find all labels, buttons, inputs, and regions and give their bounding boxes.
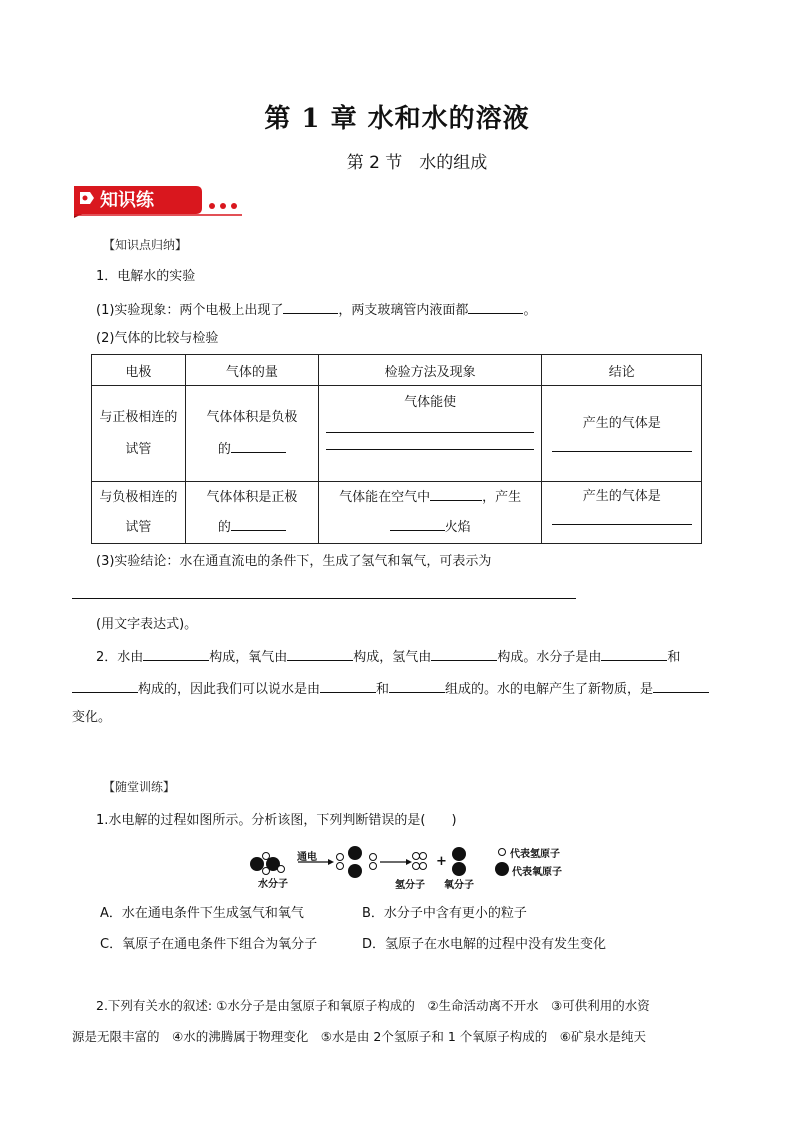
amount-line [186,513,318,543]
blank [389,678,445,693]
blank [72,678,138,693]
item2-text: 和 [376,682,390,697]
blank [468,299,523,314]
blank [431,646,497,661]
test-text-a: 气体能在空气中 [339,489,431,505]
table-cell [542,482,702,544]
conclusion-note: (用文字表达式)。 [96,617,198,632]
chapter-title: 第 1 章 水和水的溶液 [264,104,530,134]
conclusion-text: 产生的气体是 [582,489,661,504]
blank [231,438,286,453]
electrode-negative: 与负极相连的试管 [99,489,178,535]
table-row [92,386,702,482]
blank [326,432,534,433]
phenomenon-text-c: 。 [523,303,537,318]
item2-text: 构成，氢气由 [353,650,432,665]
option-b: B．水分子中含有更小的粒子 [362,906,527,921]
phenomenon-text-b: ，两支玻璃管内液面都 [338,303,469,318]
table-cell [318,482,542,544]
table-cell [185,482,318,544]
option-d: D．氢原子在水电解的过程中没有发生变化 [362,937,607,952]
test-text-b: ，产生 [482,489,522,505]
question-1: 1.水电解的过程如图所示。分析该图，下列判断错误的是( ) [96,813,457,828]
electrolysis-diagram [240,842,580,892]
item2-line3: 变化。 [72,710,112,725]
option-a: A．水在通电条件下生成氢气和氧气 [100,906,304,921]
option-c: C．氧原子在通电条件下组合为氧分子 [100,937,318,952]
amount-text: 气体体积是负极 [206,409,298,425]
electrode-positive: 与正极相连的试管 [99,409,178,457]
experiment-conclusion: (3)实验结论：水在通直流电的条件下，生成了氢气和氧气，可表示为 [96,554,492,569]
gas-comparison-table [91,354,702,544]
test-text-c: 火焰 [444,519,471,535]
blank [430,486,482,501]
blank [287,646,353,661]
item1-title: 1．电解水的实验 [96,269,196,284]
item2-line1 [96,646,680,667]
item2-text: 和 [667,650,681,665]
diagram-legend-oxygen: 代表氧原子 [512,867,562,878]
blank [552,451,692,452]
banner-label: 知识练 [100,190,154,211]
item2-text: 2．水由 [96,650,144,665]
amount-text: 气体体积是正极 [206,489,298,505]
diagram-hydrogen-label: 氢分子 [395,880,425,891]
table-cell [92,482,186,544]
table-cell [542,386,702,482]
compare-title: (2)气体的比较与检验 [96,331,219,346]
test-line-1 [319,483,542,513]
amount-text-b: 的 [217,519,231,535]
blank [231,516,286,531]
table-header: 电极 [92,355,186,386]
table-header: 气体的量 [185,355,318,386]
amount-text-b: 的 [217,441,231,457]
practice-section-label: 【随堂训练】 [103,780,176,794]
item2-text: 构成，氧气由 [209,650,288,665]
blank [390,516,445,531]
test-line-2 [319,513,542,543]
item2-text: 构成的，因此我们可以说水是由 [138,682,321,697]
table-row [92,482,702,544]
banner-ribbon-icon [70,184,250,218]
diagram-plus: + [436,854,447,869]
conclusion-text: 产生的气体是 [582,416,661,431]
blank [283,299,338,314]
table-cell [185,386,318,482]
amount-cell [186,483,318,543]
blank [653,678,709,693]
section-title: 第 2 节 水的组成 [346,153,488,173]
amount-line [186,434,318,466]
blank [601,646,667,661]
item2-line2 [72,678,709,699]
test-text: 气体能使 [404,395,457,410]
blank [320,678,376,693]
table-cell [92,386,186,482]
diagram-oxygen-label: 氧分子 [444,880,474,891]
table-header: 结论 [542,355,702,386]
knowledge-section-label: 【知识点归纳】 [103,238,188,252]
knowledge-banner [70,184,250,218]
question-2-line2: 源是无限丰富的 ④水的沸腾属于物理变化 ⑤水是由 2个氢原子和 1 个氧原子构成的 ⑥矿泉水是纯天 [72,1029,646,1044]
table-cell [318,386,542,482]
diagram-arrow-label: 通电 [297,852,317,863]
test-cell [319,483,542,543]
blank [143,646,209,661]
item2-text: 构成。水分子是由 [497,650,602,665]
question-2-line1: 2.下列有关水的叙述: ①水分子是由氢原子和氧原子构成的 ②生命活动离不开水 ③可供利用的水资 [96,998,650,1013]
table-header: 检验方法及现象 [318,355,542,386]
diagram-water-label: 水分子 [258,879,288,890]
blank [72,598,576,599]
blank [326,449,534,450]
phenomenon-text-a: (1)实验现象：两个电极上出现了 [96,303,284,318]
phenomenon-line [96,299,536,320]
amount-cell [186,402,318,466]
table-header-row [92,355,702,386]
blank [552,524,692,525]
item2-text: 组成的。水的电解产生了新物质，是 [445,682,654,697]
diagram-legend-hydrogen: 代表氢原子 [510,849,560,860]
